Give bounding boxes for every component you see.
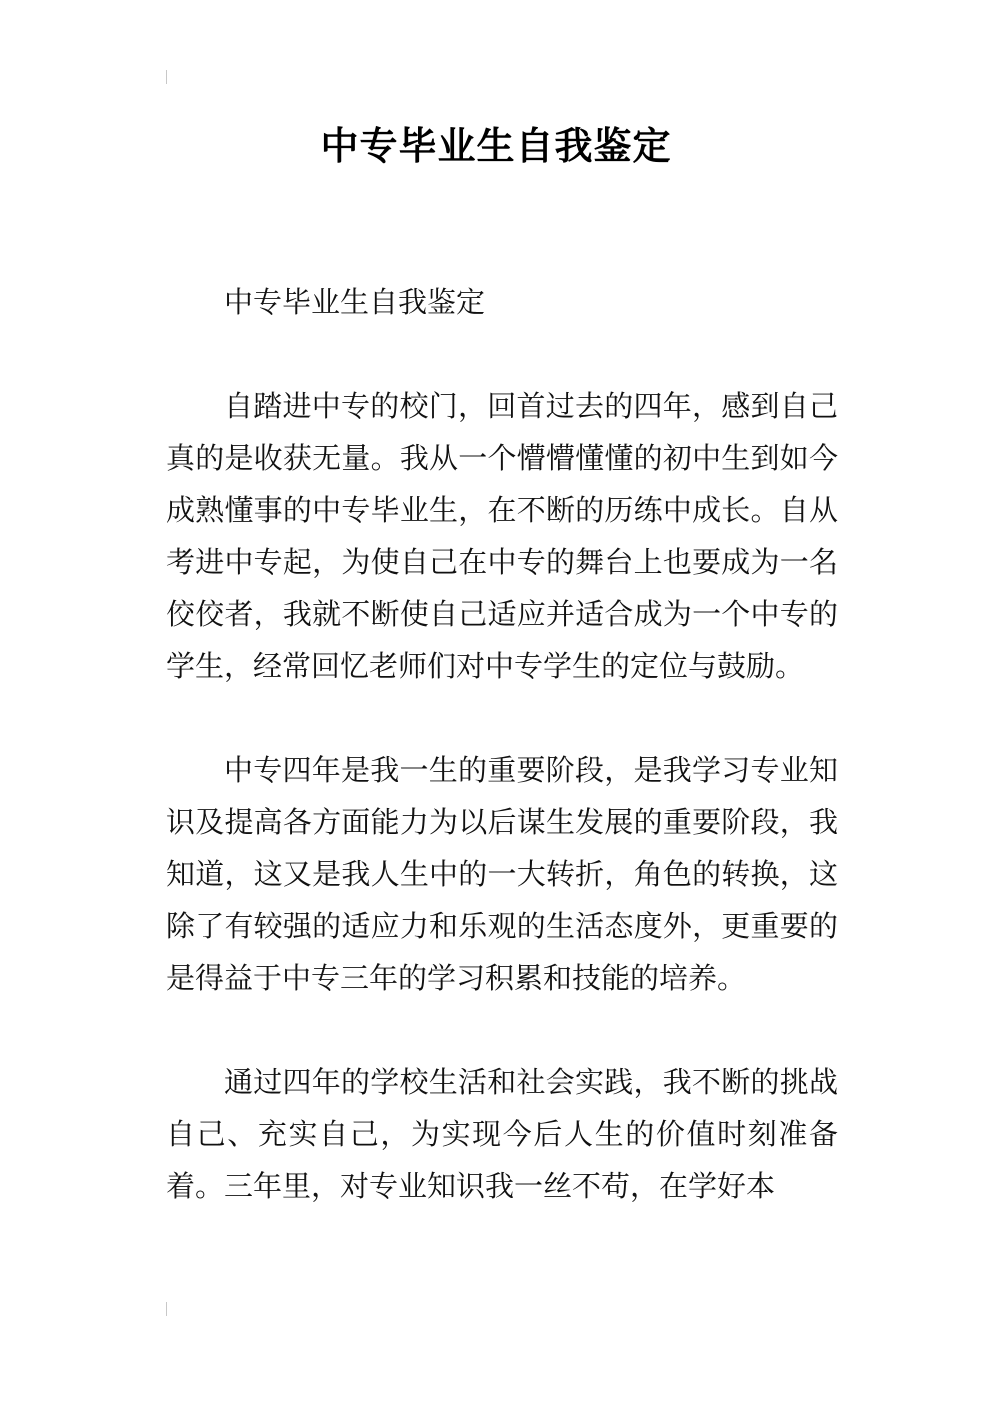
crop-mark-bottom-left [166,1302,167,1316]
paragraph-1: 自踏进中专的校门，回首过去的四年，感到自己真的是收获无量。我从一个懵懵懂懂的初中生到如今成熟懂事的中专毕业生，在不断的历练中成长。自从考进中专起，为使自己在中专的舞台上也要成为一名佼佼者，我就不断使自己适应并适合成为一个中专的学生，经常回忆老师们对中专学生的定位与鼓励。 [166,389,838,683]
paragraph-2: 中专四年是我一生的重要阶段，是我学习专业知识及提高各方面能力为以后谋生发展的重要阶段，我知道，这又是我人生中的一大转折，角色的转换，这除了有较强的适应力和乐观的生活态度外，更重要的是得益于中专三年的学习积累和技能的培养。 [166,753,838,995]
document-subtitle: 中专毕业生自我鉴定 [224,285,486,319]
paragraph-3: 通过四年的学校生活和社会实践，我不断的挑战自己、充实自己，为实现今后人生的价值时刻准备着。三年里，对专业知识我一丝不苟，在学好本 [166,1065,838,1203]
crop-mark-top-left [166,70,167,84]
document-body [166,276,838,1264]
page-title: 中专毕业生自我鉴定 [320,124,672,168]
